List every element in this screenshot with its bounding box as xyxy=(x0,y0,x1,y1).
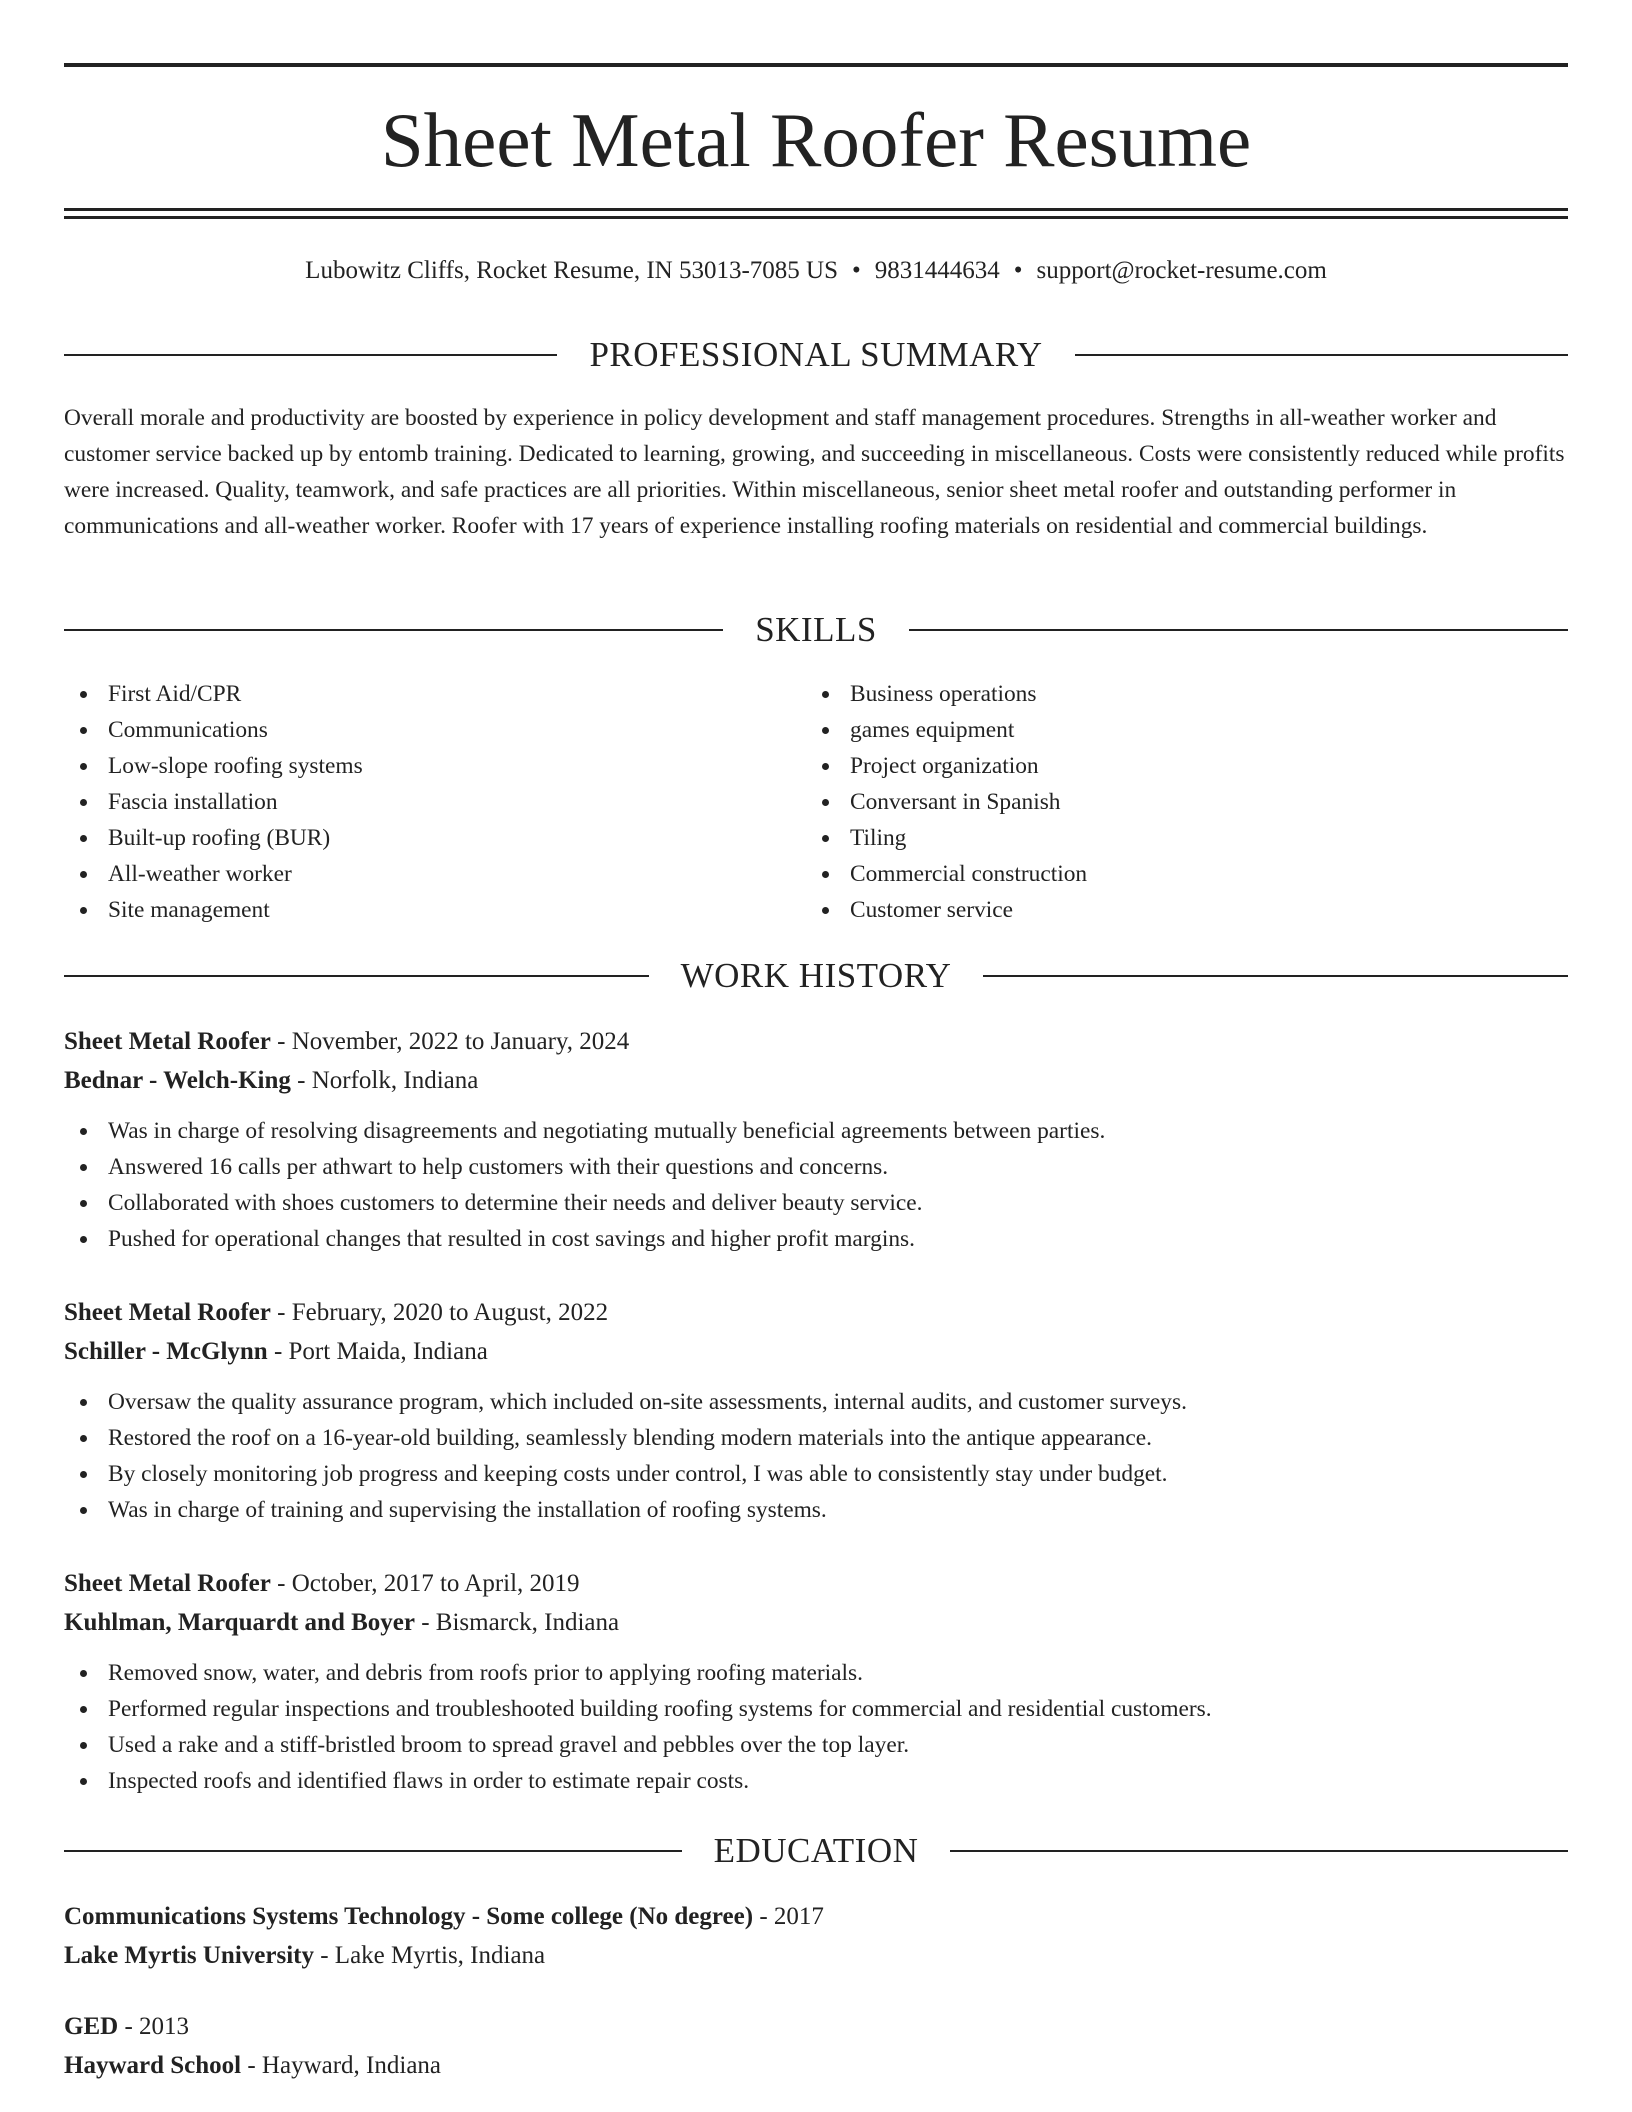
section-header-education xyxy=(64,1829,1568,1873)
section-header-work xyxy=(64,954,1568,998)
job-dates: - February, 2020 to August, 2022 xyxy=(270,1299,609,1326)
skill-item: All-weather worker xyxy=(64,856,363,892)
education-entry xyxy=(64,2007,1568,2085)
job-title-line xyxy=(64,1293,1568,1332)
section-rule-left xyxy=(64,354,557,356)
section-rule-right xyxy=(1075,354,1568,356)
job-bullets xyxy=(64,1384,1568,1528)
skill-item: Communications xyxy=(64,712,363,748)
job-company: Kuhlman, Marquardt and Boyer xyxy=(64,1609,415,1636)
contact-separator: • xyxy=(1013,257,1023,284)
section-title-summary: PROFESSIONAL SUMMARY xyxy=(589,335,1043,374)
job-title: Sheet Metal Roofer xyxy=(64,1028,271,1055)
job-company: Schiller - McGlynn xyxy=(64,1338,268,1365)
education-school: Lake Myrtis University xyxy=(64,1942,314,1969)
contact-email: support@rocket-resume.com xyxy=(1036,257,1327,284)
header-double-rule-upper xyxy=(64,208,1568,211)
job-bullet: Performed regular inspections and troubleshooted building roofing systems for commercial and residential customers. xyxy=(64,1691,1568,1727)
section-header-skills xyxy=(64,608,1568,652)
skill-item: Built-up roofing (BUR) xyxy=(64,820,363,856)
skill-item: Site management xyxy=(64,892,363,928)
job-bullet: By closely monitoring job progress and keeping costs under control, I was able to consistently stay under budget. xyxy=(64,1456,1568,1492)
job-dates: - October, 2017 to April, 2019 xyxy=(270,1570,580,1597)
job-bullet: Removed snow, water, and debris from roofs prior to applying roofing materials. xyxy=(64,1655,1568,1691)
section-rule-left xyxy=(64,1850,682,1852)
job-bullet: Answered 16 calls per athwart to help customers with their questions and concerns. xyxy=(64,1149,1568,1185)
job-bullet: Used a rake and a stiff-bristled broom to spread gravel and pebbles over the top layer. xyxy=(64,1727,1568,1763)
skill-item: Customer service xyxy=(806,892,1087,928)
job-company: Bednar - Welch-King xyxy=(64,1067,291,1094)
job-bullet: Inspected roofs and identified flaws in order to estimate repair costs. xyxy=(64,1763,1568,1799)
job-bullets xyxy=(64,1113,1568,1257)
section-rule-left xyxy=(64,629,723,631)
education-year: - 2017 xyxy=(753,1903,824,1930)
skill-item: Business operations xyxy=(806,676,1087,712)
skill-item: games equipment xyxy=(806,712,1087,748)
contact-phone: 9831444634 xyxy=(874,257,1000,284)
section-rule-left xyxy=(64,975,649,977)
job-entry xyxy=(64,1022,1568,1257)
contact-address: Lubowitz Cliffs, Rocket Resume, IN 53013-7085 US xyxy=(305,257,838,284)
job-title: Sheet Metal Roofer xyxy=(64,1570,271,1597)
job-bullet: Pushed for operational changes that resulted in cost savings and higher profit margins. xyxy=(64,1221,1568,1257)
job-title-line xyxy=(64,1564,1568,1603)
job-location: - Norfolk, Indiana xyxy=(290,1067,479,1094)
resume-title: Sheet Metal Roofer Resume xyxy=(380,97,1252,183)
skill-item: Fascia installation xyxy=(64,784,363,820)
education-location: - Lake Myrtis, Indiana xyxy=(313,1942,546,1969)
job-title-line xyxy=(64,1022,1568,1061)
skill-item: Tiling xyxy=(806,820,1087,856)
education-degree: Communications Systems Technology - Some college (No degree) xyxy=(64,1903,754,1930)
skill-item: Project organization xyxy=(806,748,1087,784)
contact-separator: • xyxy=(852,257,861,284)
section-title-work: WORK HISTORY xyxy=(680,956,952,995)
section-rule-right xyxy=(950,1850,1568,1852)
job-entry xyxy=(64,1293,1568,1528)
job-entry xyxy=(64,1564,1568,1799)
job-company-line xyxy=(64,1603,1568,1642)
education-degree: GED xyxy=(64,2013,119,2040)
contact-line xyxy=(64,255,1568,287)
summary-text: Overall morale and productivity are boosted by experience in policy development and staff management procedures. Strengths in all-weather worker and customer service backed up by entomb training. Dedicated to learning, growing, and succeeding in miscellaneous. Costs were consistently reduced while profits were increased. Quality, teamwork, and safe practices are all priorities. Within miscellaneous, senior sheet metal roofer and outstanding performer in communications and all-weather worker. Roofer with 17 years of experience installing roofing materials on residential and commercial buildings. xyxy=(64,405,1565,539)
education-school-line xyxy=(64,1936,1568,1975)
job-bullet: Oversaw the quality assurance program, which included on-site assessments, internal audits, and customer surveys. xyxy=(64,1384,1568,1420)
job-bullets xyxy=(64,1655,1568,1799)
education-school: Hayward School xyxy=(64,2052,242,2079)
section-rule-right xyxy=(909,629,1568,631)
education-degree-line xyxy=(64,2007,1568,2046)
job-bullet: Collaborated with shoes customers to determine their needs and deliver beauty service. xyxy=(64,1185,1568,1221)
job-bullet: Was in charge of resolving disagreements and negotiating mutually beneficial agreements between parties. xyxy=(64,1113,1568,1149)
skill-item: Low-slope roofing systems xyxy=(64,748,363,784)
job-company-line xyxy=(64,1332,1568,1371)
job-title: Sheet Metal Roofer xyxy=(64,1299,271,1326)
job-company-line xyxy=(64,1061,1568,1100)
skill-item: First Aid/CPR xyxy=(64,676,363,712)
skills-list-left xyxy=(64,676,363,928)
section-header-summary xyxy=(64,333,1568,377)
job-bullet: Was in charge of training and supervising the installation of roofing systems. xyxy=(64,1492,1568,1528)
job-bullet: Restored the roof on a 16-year-old building, seamlessly blending modern materials into the antique appearance. xyxy=(64,1420,1568,1456)
header-top-rule xyxy=(64,63,1568,67)
education-school-line xyxy=(64,2046,1568,2085)
skill-item: Conversant in Spanish xyxy=(806,784,1087,820)
job-location: - Port Maida, Indiana xyxy=(267,1338,488,1365)
skills-list-right xyxy=(806,676,1087,928)
section-rule-right xyxy=(983,975,1568,977)
job-location: - Bismarck, Indiana xyxy=(414,1609,620,1636)
section-title-education: EDUCATION xyxy=(713,1831,919,1870)
job-dates: - November, 2022 to January, 2024 xyxy=(270,1028,630,1055)
education-entry xyxy=(64,1897,1568,1975)
section-title-skills: SKILLS xyxy=(755,610,877,649)
education-degree-line xyxy=(64,1897,1568,1936)
skill-item: Commercial construction xyxy=(806,856,1087,892)
education-location: - Hayward, Indiana xyxy=(241,2052,442,2079)
education-year: - 2013 xyxy=(118,2013,190,2040)
header-double-rule-lower xyxy=(64,216,1568,219)
